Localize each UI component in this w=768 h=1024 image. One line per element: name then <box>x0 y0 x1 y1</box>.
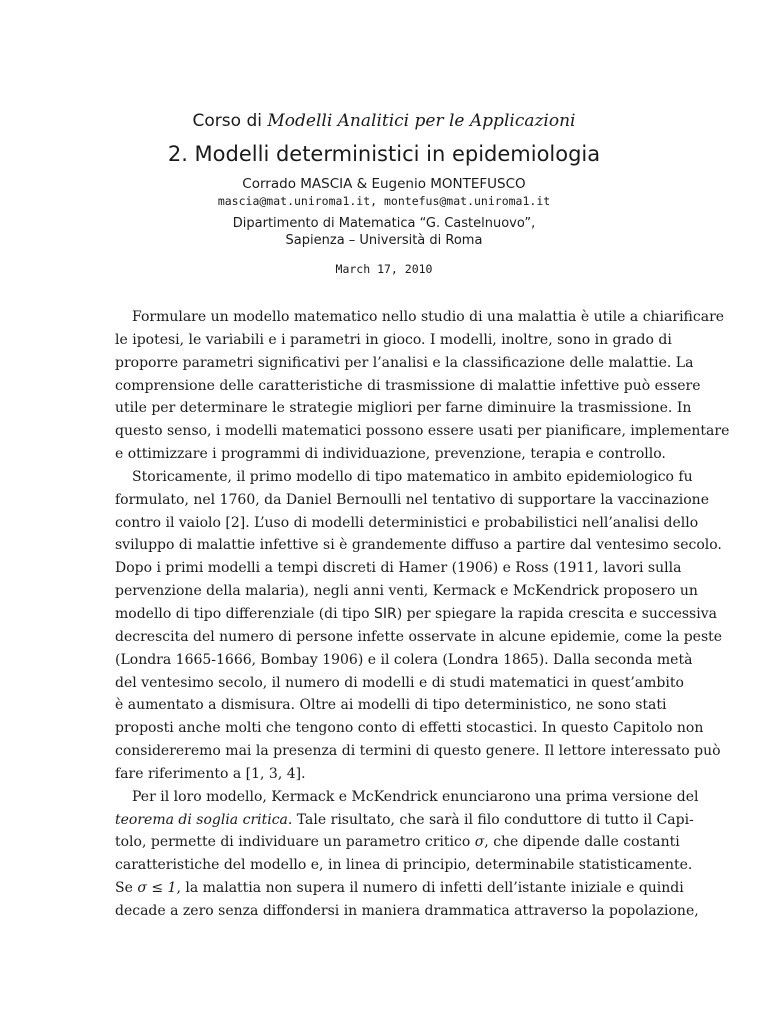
p2-line-7-start: modello di tipo differenziale (di tipo <box>115 605 374 622</box>
p1-line-7: e ottimizzare i programmi di individuazione, prevenzione, terapia e controllo. <box>115 446 666 463</box>
document-date: March 17, 2010 <box>335 262 433 276</box>
p2-line-9: (Londra 1665-1666, Bombay 1906) e il colera (Londra 1865). Dalla seconda metà <box>115 651 693 668</box>
authors: Corrado MASCIA & Eugenio MONTEFUSCO <box>242 176 526 192</box>
p3-line-5-end: , la malattia non supera il numero di infetti dell’istante iniziale e quindi <box>176 880 684 897</box>
chapter-title: 2. Modelli deterministici in epidemiologia <box>167 142 601 166</box>
p2-line-6: pervenzione della malaria), negli anni venti, Kermack e McKendrick proposero un <box>115 583 698 600</box>
p3-line-6: decade a zero senza diffondersi in maniera drammatica attraverso la popolazione, <box>115 902 699 919</box>
author-emails: mascia@mat.uniroma1.it, montefus@mat.uniroma1.it <box>217 194 551 208</box>
course-name: Modelli Analitici per le Applicazioni <box>267 111 576 131</box>
p2-line-8: decrescita del numero di persone infette osservate in alcune epidemie, come la peste <box>115 628 723 645</box>
p2-line-13: considereremo mai la presenza di termini di questo genere. Il lettore interessato può <box>115 743 721 760</box>
p2-line-2: formulato, nel 1760, da Daniel Bernoulli nel tentativo di supportare la vaccinazione <box>115 491 709 508</box>
p2-line-7-end: ) per spiegare la rapida crescita e successiva <box>396 605 717 622</box>
sir-model-label: SIR <box>374 605 397 622</box>
p3-line-3-end: , che dipende dalle costanti <box>484 834 680 851</box>
affiliation-line-2: Sapienza – Università di Roma <box>285 233 483 248</box>
p2-line-7 <box>115 603 717 626</box>
p2-line-4: sviluppo di malattie infettive si è grandemente diffuso a partire dal ventesimo secolo. <box>115 537 722 554</box>
p2-line-12: proposti anche molti che tengono conto di effetti stocastici. In questo Capitolo non <box>115 720 704 737</box>
affiliation-line-1: Dipartimento di Matematica “G. Castelnuovo”, <box>232 216 536 231</box>
p1-line-2: le ipotesi, le variabili e i parametri in gioco. I modelli, inoltre, sono in grado di <box>115 331 672 348</box>
body-text <box>115 306 730 923</box>
p2-line-3: contro il vaiolo [2]. L’uso di modelli deterministici e probabilistici nell’analisi dello <box>115 514 699 531</box>
affiliation <box>0 215 768 249</box>
p3-line-5 <box>115 877 684 900</box>
p1-line-1: Formulare un modello matematico nello studio di una malattia è utile a chiarificare <box>132 309 725 325</box>
sigma-symbol: σ <box>474 834 485 851</box>
p1-line-3: proporre parametri significativi per l’analisi e la classificazione delle malattie. La <box>115 354 694 371</box>
p1-line-4: comprensione delle caratteristiche di trasmissione di malattie infettive può essere <box>115 377 701 394</box>
p3-line-2 <box>115 809 694 832</box>
p2-line-14: fare riferimento a [1, 3, 4]. <box>115 765 306 782</box>
p3-line-2-end: Tale risultato, che sarà il filo conduttore di tutto il Capi- <box>292 811 694 828</box>
p3-line-5-start: Se <box>115 880 138 897</box>
p3-line-3-start: tolo, permette di individuare un parametro critico <box>115 834 475 851</box>
p3-line-3 <box>115 831 680 854</box>
course-line <box>0 111 768 131</box>
p3-line-4: caratteristiche del modello e, in linea di principio, determinabile statisticamente. <box>115 857 693 874</box>
p2-line-10: del ventesimo secolo, il numero di modelli e di studi matematici in quest’ambito <box>115 674 684 691</box>
p1-line-6: questo senso, i modelli matematici possono essere usati per pianificare, implementare <box>115 423 730 440</box>
critical-threshold-theorem: teorema di soglia critica. <box>115 811 293 828</box>
p3-line-1: Per il loro modello, Kermack e McKendrick enunciarono una prima versione del <box>132 788 699 805</box>
p2-line-1: Storicamente, il primo modello di tipo matematico in ambito epidemiologico fu <box>132 468 693 485</box>
course-prefix: Corso di <box>192 111 262 131</box>
sigma-condition: σ ≤ 1 <box>137 880 177 897</box>
p2-line-11: è aumentato a dismisura. Oltre ai modelli di tipo deterministico, ne sono stati <box>115 697 667 714</box>
p2-line-5: Dopo i primi modelli a tempi discreti di Hamer (1906) e Ross (1911, lavori sulla <box>115 560 682 577</box>
p1-line-5: utile per determinare le strategie migliori per farne diminuire la trasmissione. In <box>115 400 692 417</box>
